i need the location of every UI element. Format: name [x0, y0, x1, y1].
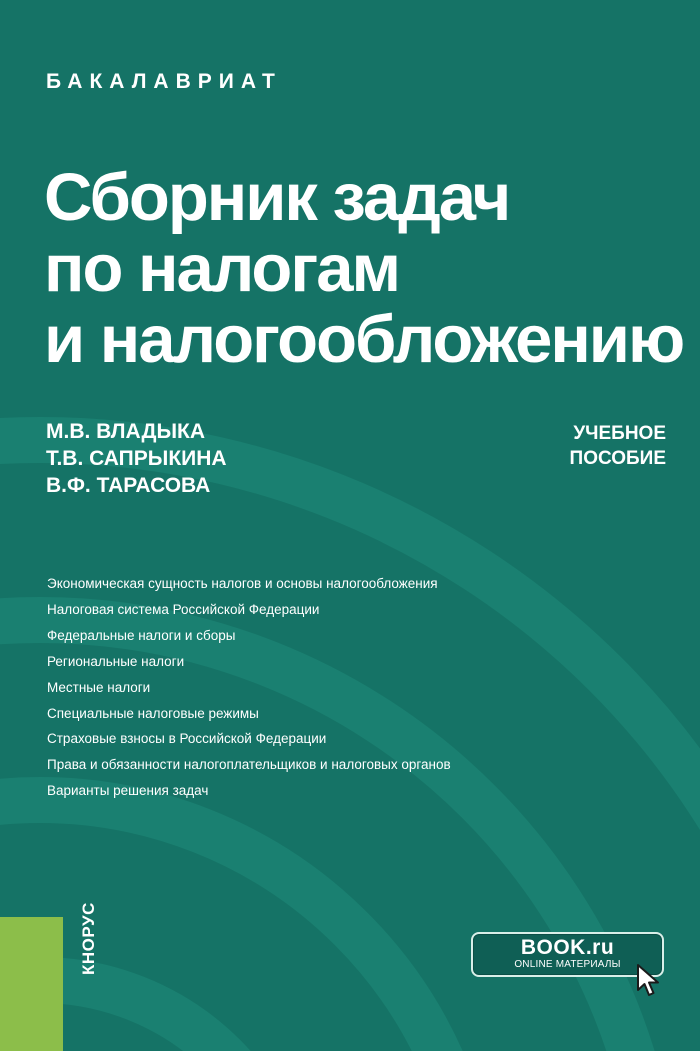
authors-list	[46, 418, 227, 499]
topic-item: Региональные налоги	[47, 653, 185, 669]
topic-item: Экономическая сущность налогов и основы налогообложения	[47, 576, 438, 591]
background-arc	[0, 800, 480, 1051]
author-name: В.Ф. ТАРАСОВА	[46, 474, 211, 497]
badge-subtitle: ONLINE МАТЕРИАЛЫ	[514, 959, 621, 970]
topic-item: Налоговая система Российской Федерации	[47, 601, 320, 617]
topic-item: Права и обязанности налогоплательщиков и налоговых органов	[47, 757, 451, 773]
series-label: БАКАЛАВРИАТ	[46, 70, 282, 93]
book-type-line-1: УЧЕБНОЕ	[573, 423, 666, 444]
green-accent-strip	[0, 917, 63, 1051]
title-line-2: по налогам	[44, 231, 400, 306]
author-name: М.В. ВЛАДЫКА	[46, 420, 205, 443]
topic-item: Федеральные налоги и сборы	[47, 627, 236, 643]
topics-list	[47, 571, 451, 804]
badge-title: BOOK.ru	[520, 936, 615, 959]
publisher-logo: КНОРУС	[79, 902, 98, 975]
title-line-1: Сборник задач	[44, 160, 510, 235]
book-type-label	[570, 421, 666, 471]
book-type-line-2: ПОСОБИЕ	[569, 448, 666, 469]
author-name: Т.В. САПРЫКИНА	[46, 447, 227, 470]
book-title	[44, 162, 684, 375]
topic-item: Местные налоги	[47, 679, 151, 695]
topic-item: Страховые взносы в Российской Федерации	[47, 731, 327, 747]
topic-item: Специальные налоговые режимы	[47, 705, 259, 721]
cursor-arrow-icon	[636, 963, 662, 999]
title-line-3: и налогообложению	[44, 302, 684, 377]
topic-item: Варианты решения задач	[47, 783, 209, 799]
